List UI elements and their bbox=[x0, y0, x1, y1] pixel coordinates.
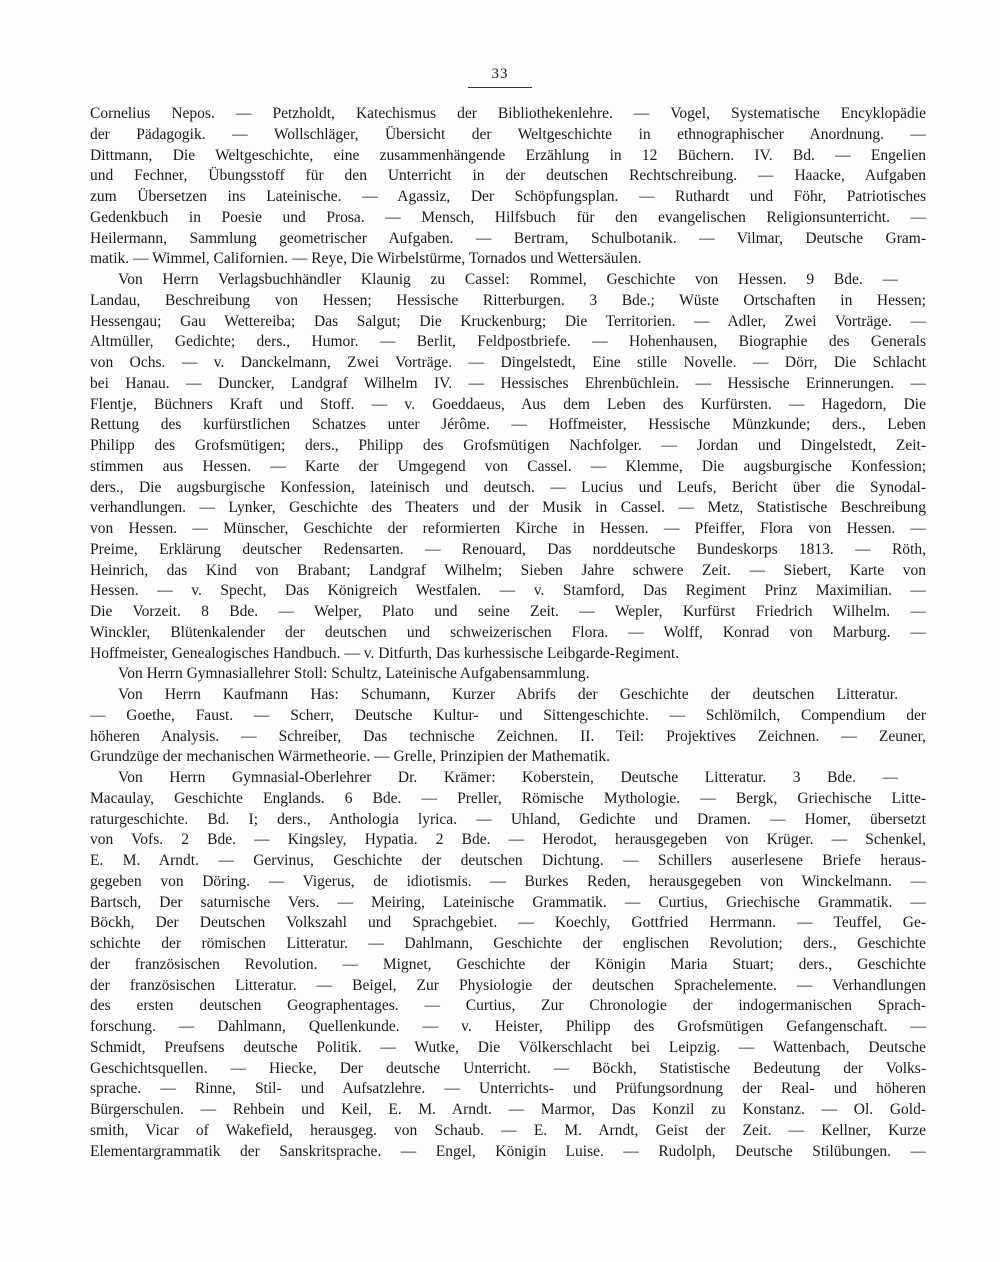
text-line: Macaulay, Geschichte Englands. 6 Bde. — Preller, Römische Mythologie. — Bergk, Griechische Litte- bbox=[90, 789, 926, 807]
text-line: der französischen Litteratur. — Beigel, Zur Physiologie der deutschen Sprachelemente. — Verhandlungen bbox=[90, 976, 926, 994]
text-line: von Ochs. — v. Danckelmann, Zwei Vorträge. — Dingelstedt, Eine stille Novelle. — Dörr, Die Schlacht bbox=[90, 354, 926, 371]
text-line: Rettung des kurfürstlichen Schatzes unter Jérôme. — Hoffmeister, Hessische Münzkunde; ders., Leben bbox=[90, 416, 926, 434]
page-number: 33 bbox=[491, 66, 509, 82]
text-line: zum Übersetzen ins Lateinische. — Agassiz, Der Schöpfungsplan. — Ruthardt und Föhr, Patriotisches bbox=[90, 188, 926, 205]
text-line: und Fechner, Übungsstoff für den Unterricht in der deutschen Rechtschreibung. — Haacke, Aufgaben bbox=[90, 167, 926, 185]
text-line: stimmen aus Hessen. — Karte der Umgegend von Cassel. — Klemme, Die augsburgische Konfession; bbox=[90, 457, 926, 475]
text-line: Heilermann, Sammlung geometrischer Aufgaben. — Bertram, Schulbotanik. — Vilmar, Deutsche Gram- bbox=[90, 229, 926, 247]
text-line: sprache. — Rinne, Stil- und Aufsatzlehre. — Unterrichts- und Prüfungsordnung der Real- und höheren bbox=[90, 1080, 926, 1098]
text-line: von Vofs. 2 Bde. — Kingsley, Hypatia. 2 Bde. — Herodot, herausgegeben von Krüger. — Schenkel, bbox=[90, 831, 926, 849]
text-line: bei Hanau. — Duncker, Landgraf Wilhelm IV. — Hessisches Ehrenbüchlein. — Hessische Erinnerungen. — bbox=[90, 374, 926, 392]
text-line: Landau, Beschreibung von Hessen; Hessische Ritterburgen. 3 Bde.; Wüste Ortschaften in Hessen; bbox=[90, 291, 926, 309]
text-line: Dittmann, Die Weltgeschichte, eine zusammenhängende Erzählung in 12 Büchern. IV. Bd. — Engelien bbox=[90, 146, 926, 164]
text-line: ders., Die augsburgische Konfession, lateinisch und deutsch. — Lucius und Leufs, Bericht über die Synodal- bbox=[90, 478, 926, 496]
text-line: Heinrich, das Kind von Brabant; Landgraf Wilhelm; Sieben Jahre schwere Zeit. — Siebert, Karte von bbox=[90, 561, 926, 579]
text-line: Böckh, Der Deutschen Volkszahl und Sprachgebiet. — Koechly, Gottfried Herrmann. — Teuffel, Ge- bbox=[90, 914, 926, 932]
text-line: Philipp des Grofsmütigen; ders., Philipp des Grofsmütigen Nachfolger. — Jordan und Dingelstedt, Zeit- bbox=[90, 437, 926, 454]
text-line: schichte der römischen Litteratur. — Dahlmann, Geschichte der englischen Revolution; ders., Geschichte bbox=[90, 935, 926, 952]
text-line: Von Herrn Kaufmann Has: Schumann, Kurzer Abrifs der Geschichte der deutschen Litteratur. bbox=[118, 686, 898, 703]
text-line: von Hessen. — Münscher, Geschichte der reformierten Kirche in Hessen. — Pfeiffer, Flora von Hessen. — bbox=[90, 520, 926, 537]
text-line: der Pädagogik. — Wollschläger, Übersicht der Weltgeschichte in ethnographischer Anordnung. — bbox=[90, 125, 926, 143]
text-line: Von Herrn Gymnasial-Oberlehrer Dr. Krämer: Koberstein, Deutsche Litteratur. 3 Bde. — bbox=[118, 769, 898, 786]
text-line: Hoffmeister, Genealogisches Handbuch. — v. Ditfurth, Das kurhessische Leibgarde-Regiment. bbox=[90, 644, 680, 662]
text-line: Von Herrn Verlagsbuchhändler Klaunig zu Cassel: Rommel, Geschichte von Hessen. 9 Bde. — bbox=[118, 271, 898, 288]
text-line: Von Herrn Gymnasiallehrer Stoll: Schultz, Lateinische Aufgabensammlung. bbox=[118, 665, 590, 683]
text-line: der französischen Revolution. — Mignet, Geschichte der Königin Maria Stuart; ders., Geschichte bbox=[90, 955, 926, 973]
text-line: forschung. — Dahlmann, Quellenkunde. — v. Heister, Philipp des Grofsmütigen Gefangenschaft. — bbox=[90, 1018, 926, 1035]
text-line: höheren Analysis. — Schreiber, Das technische Zeichnen. II. Teil: Projektives Zeichnen. — Zeuner, bbox=[90, 727, 926, 745]
text-line: Hessengau; Gau Wettereiba; Das Salgut; Die Kruckenburg; Die Territorien. — Adler, Zwei Vorträge. — bbox=[90, 312, 926, 330]
text-line: verhandlungen. — Lynker, Geschichte des Theaters und der Musik in Cassel. — Metz, Statistische Beschreibung bbox=[90, 499, 926, 517]
text-line: raturgeschichte. Bd. I; ders., Anthologia lyrica. — Uhland, Gedichte und Dramen. — Homer, übersetzt bbox=[90, 810, 926, 828]
text-line: Bartsch, Der saturnische Vers. — Meiring, Lateinische Grammatik. — Curtius, Griechische Grammatik. — bbox=[90, 893, 926, 911]
text-line: Cornelius Nepos. — Petzholdt, Katechismus der Bibliothekenlehre. — Vogel, Systematische Encyklopädie bbox=[90, 105, 926, 122]
text-line: — Goethe, Faust. — Scherr, Deutsche Kultur- und Sittengeschichte. — Schlömilch, Compendium der bbox=[90, 706, 926, 724]
text-line: matik. — Wimmel, Californien. — Reye, Die Wirbelstürme, Tornados und Wettersäulen. bbox=[90, 250, 642, 268]
text-line: des ersten deutschen Geographentages. — Curtius, Zur Chronologie der indogermanischen Sprach- bbox=[90, 997, 926, 1015]
page-number-rule bbox=[468, 87, 532, 88]
text-line: Geschichtsquellen. — Hiecke, Der deutsche Unterricht. — Böckh, Statistische Bedeutung der Volks- bbox=[90, 1059, 926, 1077]
text-line: Schmidt, Preufsens deutsche Politik. — Wutke, Die Völkerschlacht bei Leipzig. — Wattenbach, Deutsche bbox=[90, 1038, 926, 1056]
text-line: Bürgerschulen. — Rehbein und Keil, E. M. Arndt. — Marmor, Das Konzil zu Konstanz. — Ol. Gold- bbox=[90, 1101, 926, 1118]
text-line: Hessen. — v. Specht, Das Königreich Westfalen. — v. Stamford, Das Regiment Prinz Maximilian. — bbox=[90, 582, 926, 600]
text-line: smith, Vicar of Wakefield, herausgeg. von Schaub. — E. M. Arndt, Geist der Zeit. — Kellner, Kurze bbox=[90, 1121, 926, 1139]
text-line: Die Vorzeit. 8 Bde. — Welper, Plato und seine Zeit. — Wepler, Kurfürst Friedrich Wilhelm. — bbox=[90, 603, 926, 620]
text-line: E. M. Arndt. — Gervinus, Geschichte der deutschen Dichtung. — Schillers auserlesene Briefe heraus- bbox=[90, 852, 926, 869]
text-line: Winckler, Blütenkalender der deutschen und schweizerischen Flora. — Wolff, Konrad von Marburg. — bbox=[90, 623, 926, 641]
text-line: Elementargrammatik der Sanskritsprache. — Engel, Königin Luise. — Rudolph, Deutsche Stilübungen. — bbox=[90, 1142, 926, 1160]
text-line: Grundzüge der mechanischen Wärmetheorie. — Grelle, Prinzipien der Mathematik. bbox=[90, 748, 611, 766]
body-text bbox=[90, 104, 926, 1162]
text-line: Gedenkbuch in Poesie und Prosa. — Mensch, Hilfsbuch für den evangelischen Religionsunterricht. — bbox=[90, 208, 926, 226]
text-line: Flentje, Büchners Kraft und Stoff. — v. Goeddaeus, Aus dem Leben des Kurfürsten. — Hagedorn, Die bbox=[90, 395, 926, 413]
text-line: gegeben von Döring. — Vigerus, de idiotismis. — Burkes Reden, herausgegeben von Winckelmann. — bbox=[90, 872, 926, 890]
text-line: Preime, Erklärung deutscher Redensarten. — Renouard, Das norddeutsche Bundeskorps 1813. — Röth, bbox=[90, 540, 926, 558]
text-line: Altmüller, Gedichte; ders., Humor. — Berlit, Feldpostbriefe. — Hohenhausen, Biographie des Generals bbox=[90, 333, 926, 351]
